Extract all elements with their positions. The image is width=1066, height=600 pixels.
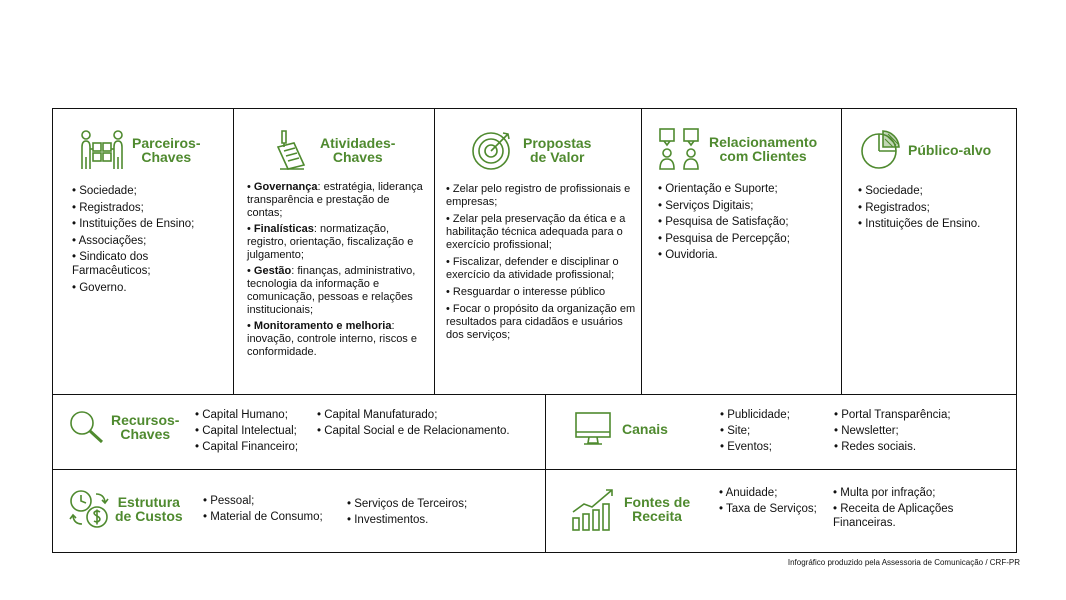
- cell-atividades-chaves: [234, 109, 434, 394]
- list-item: • Anuidade;: [719, 486, 829, 500]
- section-title: Propostas de Valor: [523, 135, 592, 165]
- cell-publico-alvo: [842, 109, 1016, 394]
- list-item: • Ouvidoria.: [658, 248, 838, 262]
- growth-chart-icon: [570, 486, 618, 532]
- list-item: • Pessoal;: [203, 494, 343, 508]
- list-item: • Resguardar o interesse público: [446, 286, 636, 299]
- list-item: • Associações;: [72, 234, 222, 248]
- list-item: • Registrados;: [72, 201, 222, 215]
- cell-canais: [546, 395, 1016, 469]
- list-item: • Governança: estratégia, liderança transparência e prestação de contas;: [247, 181, 427, 220]
- list-item: • Capital Humano;: [195, 408, 315, 422]
- list-item: • Eventos;: [720, 440, 830, 454]
- list-item: • Redes sociais.: [834, 440, 1004, 454]
- recursos-list-1: [195, 408, 315, 456]
- people-chat-icon: [658, 127, 702, 171]
- list-item: • Capital Manufaturado;: [317, 408, 542, 422]
- document-pen-icon: [274, 129, 310, 171]
- cell-propostas-valor: [435, 109, 641, 394]
- receita-list-2: [833, 486, 983, 532]
- custos-list-1: [203, 494, 343, 526]
- list-item: • Pesquisa de Satisfação;: [658, 215, 838, 229]
- list-item: • Multa por infração;: [833, 486, 983, 500]
- business-model-canvas: [52, 108, 1017, 553]
- publico-list: [858, 184, 1008, 234]
- list-item: • Instituições de Ensino.: [858, 217, 1008, 231]
- list-item: • Site;: [720, 424, 830, 438]
- list-item: • Registrados;: [858, 201, 1008, 215]
- section-title: Canais: [622, 421, 668, 437]
- list-item: • Monitoramento e melhoria: inovação, controle interno, riscos e conformidade.: [247, 320, 427, 359]
- canais-list-1: [720, 408, 830, 456]
- cell-fontes-receita: [546, 470, 1016, 552]
- list-item: • Sociedade;: [858, 184, 1008, 198]
- section-title: Relacionamento com Clientes: [709, 134, 818, 164]
- list-item: • Receita de Aplicações Financeiras.: [833, 502, 983, 530]
- list-item: • Instituições de Ensino;: [72, 217, 222, 231]
- list-item: • Publicidade;: [720, 408, 830, 422]
- list-item: • Sociedade;: [72, 184, 222, 198]
- target-arrow-icon: [471, 129, 513, 171]
- list-item: • Orientação e Suporte;: [658, 182, 838, 196]
- list-item: • Focar o propósito da organização em resultados para cidadãos e usuários dos serviços;: [446, 303, 636, 342]
- list-item: • Capital Financeiro;: [195, 440, 315, 454]
- cell-parceiros-chaves: [53, 109, 233, 394]
- list-item: • Capital Intelectual;: [195, 424, 315, 438]
- list-item: • Gestão: finanças, administrativo, tecnologia da informação e comunicação, pessoas e relações institucionais;: [247, 265, 427, 317]
- list-item: • Material de Consumo;: [203, 510, 343, 524]
- list-item: • Finalísticas: normatização, registro, orientação, fiscalização e julgamento;: [247, 223, 427, 262]
- list-item: • Serviços de Terceiros;: [347, 497, 537, 511]
- clock-money-icon: [68, 488, 110, 530]
- list-item: • Zelar pelo registro de profissionais e empresas;: [446, 183, 636, 209]
- atividades-list: [247, 181, 427, 362]
- cell-recursos-chaves: [53, 395, 545, 469]
- custos-list-2: [347, 497, 537, 529]
- magnifier-icon: [68, 409, 106, 445]
- list-item: • Investimentos.: [347, 513, 537, 527]
- receita-list-1: [719, 486, 829, 518]
- footer-credit: Infográfico produzido pela Assessoria de Comunicação / CRF-PR: [787, 558, 1020, 567]
- list-item: • Portal Transparência;: [834, 408, 1004, 422]
- cell-estrutura-custos: [53, 470, 545, 552]
- list-item: • Zelar pela preservação da ética e a habilitação técnica adequada para o exercício profissional;: [446, 213, 636, 252]
- list-item: • Pesquisa de Percepção;: [658, 232, 838, 246]
- section-title: Atividades- Chaves: [320, 135, 396, 165]
- relacionamento-list: [658, 182, 838, 265]
- list-item: • Governo.: [72, 281, 222, 295]
- monitor-icon: [574, 411, 614, 447]
- propostas-list: [446, 183, 636, 345]
- section-title: Estrutura de Custos: [115, 494, 183, 524]
- list-item: • Serviços Digitais;: [658, 199, 838, 213]
- pie-chart-icon: [860, 129, 902, 171]
- list-item: • Newsletter;: [834, 424, 1004, 438]
- list-item: • Sindicato dos Farmacêuticos;: [72, 250, 222, 278]
- section-title: Parceiros- Chaves: [132, 135, 201, 165]
- list-item: • Taxa de Serviços;: [719, 502, 829, 516]
- recursos-list-2: [317, 408, 542, 440]
- section-title: Recursos- Chaves: [111, 412, 180, 442]
- canais-list-2: [834, 408, 1004, 456]
- section-title: Público-alvo: [908, 142, 992, 158]
- partners-puzzle-icon: [78, 129, 126, 171]
- cell-relacionamento-clientes: [642, 109, 841, 394]
- list-item: • Fiscalizar, defender e disciplinar o exercício da atividade profissional;: [446, 256, 636, 282]
- parceiros-list: [72, 184, 222, 297]
- list-item: • Capital Social e de Relacionamento.: [317, 424, 542, 438]
- section-title: Fontes de Receita: [624, 494, 691, 524]
